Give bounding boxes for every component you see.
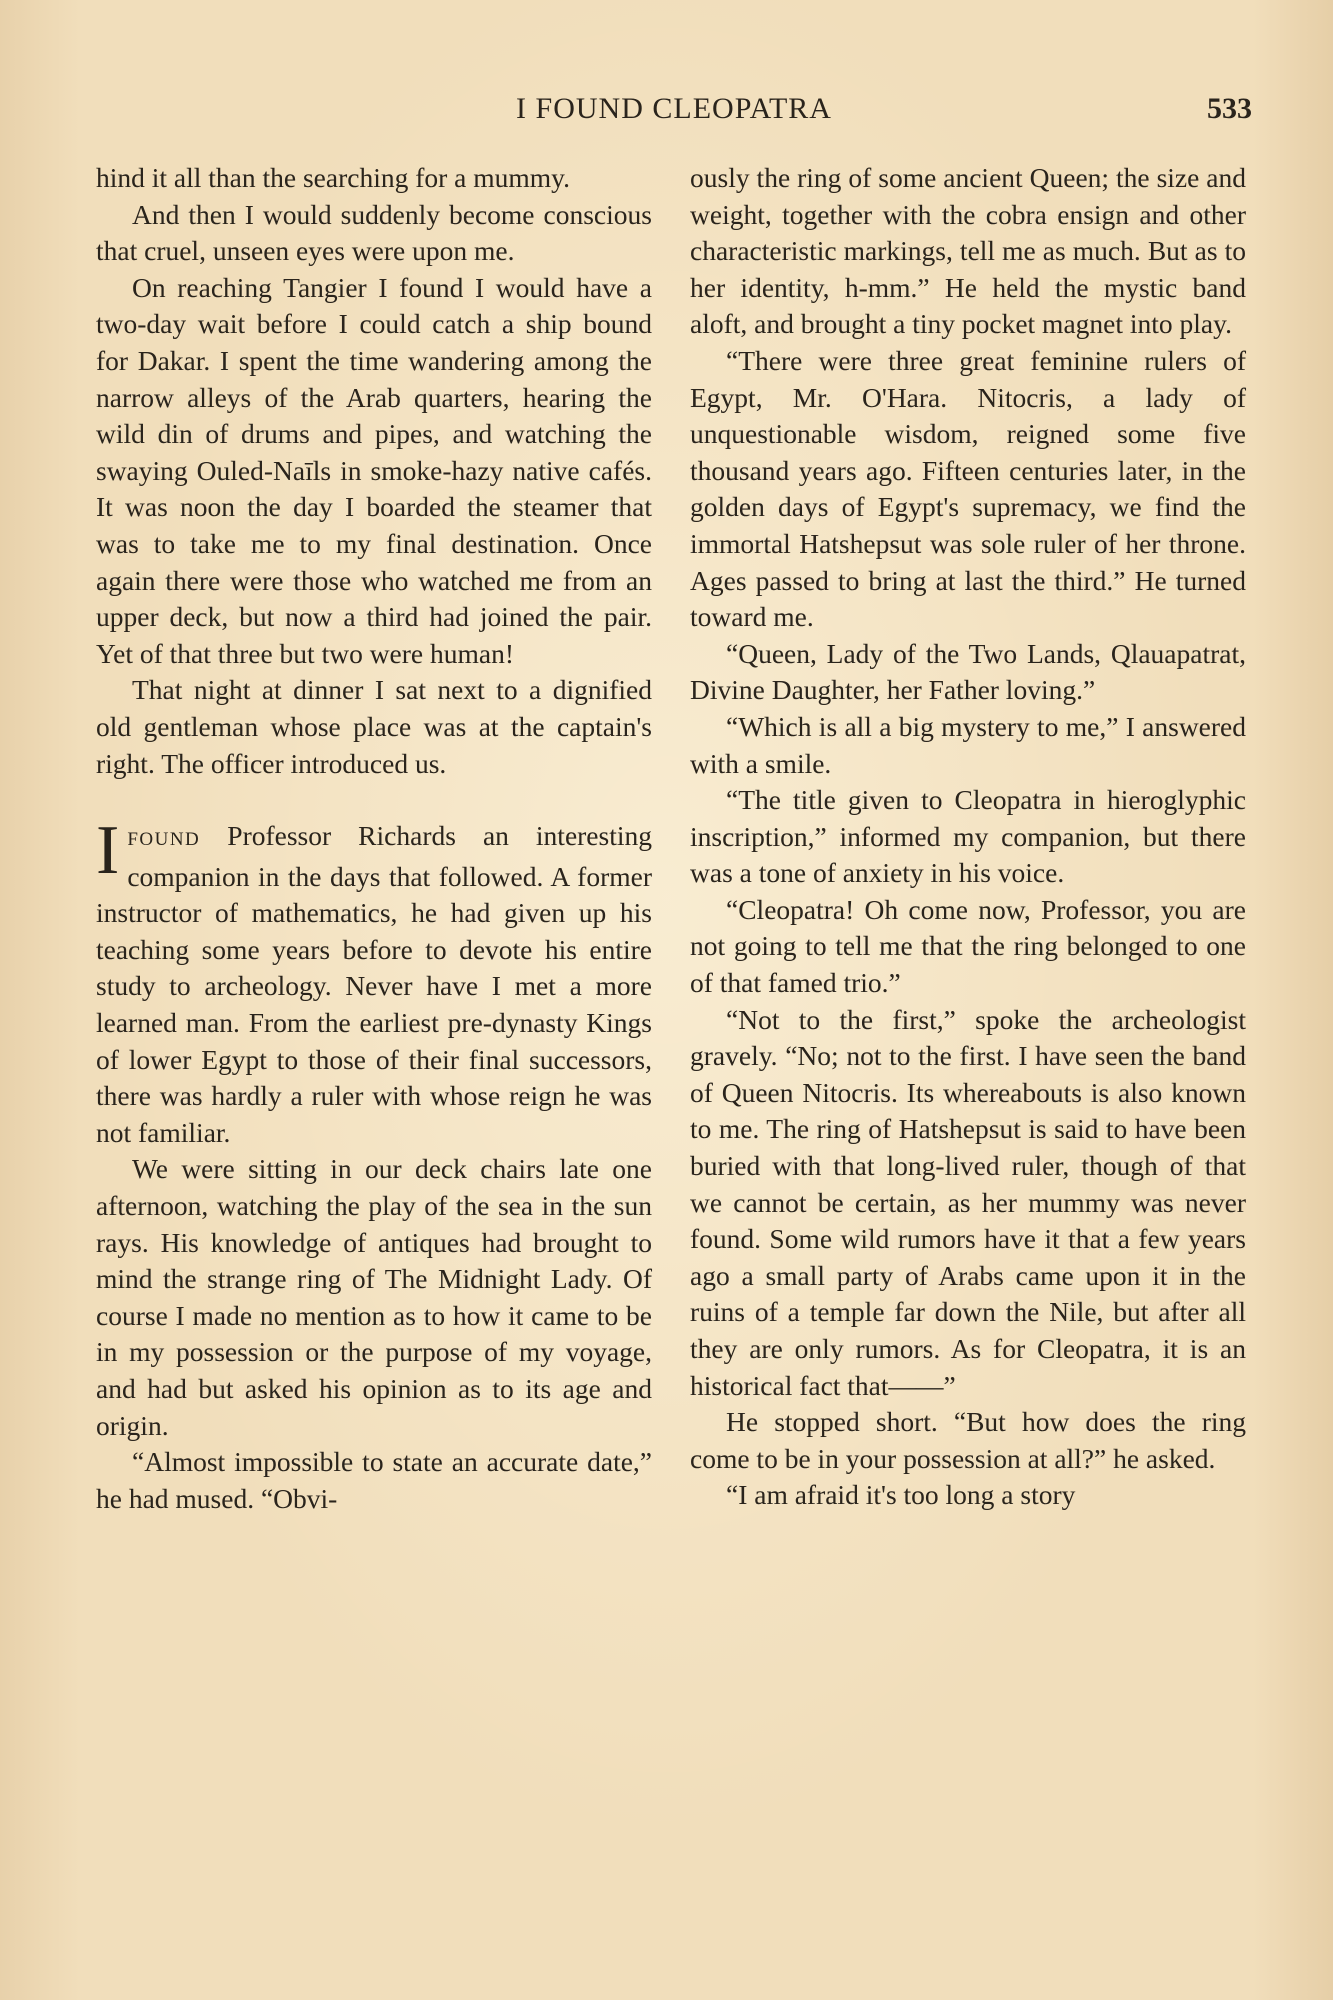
left-column (96, 160, 652, 1517)
running-head (96, 92, 1252, 132)
paragraph: On reaching Tangier I found I would have a two-day wait before I could catch a ship bound for Dakar. I spent the time wandering among the narrow alleys of the Arab quarters, hearing the wild din of drums and pipes, and watching the swaying Ouled-Naīls in smoke-hazy native cafés. It was noon the day I boarded the steamer that was to take me to my final destination. Once again there were those who watched me from an upper deck, but now a third had joined the pair. Yet of that three but two were human! (96, 271, 652, 669)
running-title: I FOUND CLEOPATRA (516, 92, 832, 125)
paragraph: “Queen, Lady of the Two Lands, Qlauapatrat, Divine Daughter, her Father loving.” (690, 637, 1246, 706)
section-start-paragraph (96, 812, 652, 1151)
paragraph: We were sitting in our deck chairs late one afternoon, watching the play of the sea in the sun rays. His knowledge of antiques had brought to mind the strange ring of The Midnight Lady. Of course I made no mention as to how it came to be in my possession or the purpose of my voyage, and had but asked his opinion as to its age and origin. (96, 1153, 652, 1441)
paragraph: And then I would suddenly become conscious that cruel, unseen eyes were upon me. (96, 198, 652, 267)
paragraph: “Almost impossible to state an accurate date,” he had mused. “Obvi- (96, 1446, 652, 1514)
paragraph: He stopped short. “But how does the ring come to be in your possession at all?” he asked. (690, 1406, 1246, 1474)
small-caps-lead: FOUND (127, 829, 201, 851)
paragraph: “Which is all a big mystery to me,” I answered with a smile. (690, 710, 1246, 779)
paragraph: “Cleopatra! Oh come now, Professor, you are not going to tell me that the ring belonged to one of that famed trio.” (690, 893, 1246, 999)
paragraph: “There were three great feminine rulers of Egypt, Mr. O'Hara. Nitocris, a lady of unquestionable wisdom, reigned some five thousand years ago. Fifteen centuries later, in the golden days of Egypt's supremacy, we find the immortal Hatshepsut was sole ruler of her throne. Ages passed to bring at last the third.” He turned toward me. (690, 344, 1246, 633)
right-column (690, 160, 1246, 1514)
page-number: 533 (1207, 92, 1252, 125)
drop-cap: I (96, 812, 120, 890)
paragraph-text: Professor Richards an interesting companion in the days that followed. A former instructor of mathematics, he had given up his teaching some years before to devote his entire study to archeology. Never have I met a more learned man. From the earliest pre-dynasty Kings of lower Egypt to those of their final successors, there was hardly a ruler with whose reign he was not familiar. (96, 820, 652, 1148)
paragraph: ously the ring of some ancient Queen; the size and weight, together with the cobra ensign and other characteristic markings, tell me as much. But as to her identity, h-mm.” He held the mystic band aloft, and brought a tiny pocket magnet into play. (690, 162, 1246, 340)
paragraph: “I am afraid it's too long a story (726, 1479, 1076, 1511)
paragraph: “Not to the first,” spoke the archeologist gravely. “No; not to the first. I have seen the band of Queen Nitocris. Its whereabouts is also known to me. The ring of Hatshepsut is said to have been buried with that long-lived ruler, though of that we cannot be certain, as her mummy was never found. Some wild rumors have it that a few years ago a small party of Arabs came upon it in the ruins of a temple far down the Nile, but after all they are only rumors. As for Cleopatra, it is an historical fact that——” (690, 1003, 1246, 1401)
paragraph: “The title given to Cleopatra in hieroglyphic inscription,” informed my companion, but there was a tone of anxiety in his voice. (690, 784, 1246, 889)
paragraph: That night at dinner I sat next to a dignified old gentleman whose place was at the captain's right. The officer introduced us. (96, 674, 652, 779)
paragraph: hind it all than the searching for a mummy. (96, 162, 570, 193)
